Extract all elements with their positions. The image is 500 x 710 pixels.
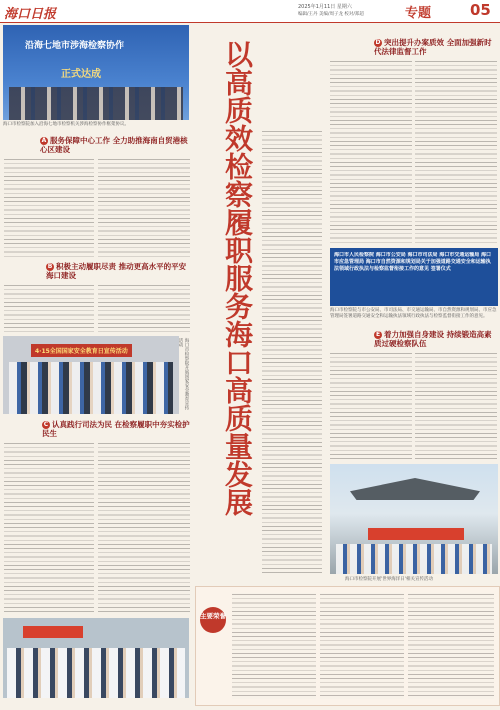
honors-box	[195, 586, 500, 706]
honors-list-col1	[232, 593, 316, 699]
section-a-text-col1	[4, 158, 94, 257]
section-d-text-col2	[415, 60, 497, 245]
section-d-heading	[374, 38, 496, 56]
section-e-text-col1	[330, 352, 412, 460]
people-row-3	[7, 648, 185, 698]
section-b-heading	[46, 262, 190, 280]
photo-group-bottom	[3, 618, 189, 698]
honors-list-col3	[408, 593, 494, 699]
section-e-heading	[374, 330, 496, 348]
people-row-4	[336, 544, 492, 574]
vertical-caption	[178, 338, 189, 414]
meeting-banner-text: 海口市人民检察院 海口市公安局 海口市司法局 海口市交通运输局 海口市应急管理局 海口市自然资源和规划局关于加强道路交通安全和运输执法领域行政执法与检察监督衔接工作的意见 签署仪式	[334, 252, 491, 272]
section-c-badge: C	[43, 421, 49, 428]
section-c-text-col1	[4, 442, 94, 614]
section-d-badge: D	[375, 39, 381, 46]
photo-caption-6: 海口市检察院开展'世界海洋日'相关宣传活动	[345, 577, 433, 582]
section-a-heading	[40, 136, 190, 154]
honors-label: 主要荣誉	[200, 612, 226, 620]
vertical-caption-text: 海口市检察院开展国家安全教育宣传活动	[178, 338, 189, 410]
section-a-badge: A	[41, 137, 47, 144]
section-d-text-col1	[330, 60, 412, 245]
pavilion-roof	[350, 478, 480, 500]
section-b-text-col2	[98, 284, 190, 332]
people-row-2	[9, 362, 173, 414]
photo-caption-3: 海口市检察院与市公安局、市司法局、市交通运输局、市自然资源和规划局、市应急管理局签署道路交通安全和运输执法领域行政执法与检察监督衔接工作的意见。	[330, 308, 497, 319]
honors-badge	[200, 607, 226, 633]
intro-text	[262, 130, 322, 575]
photo-caption-1: 海口市检察院加入沿海七地市检察机关涉海检察协作框架协议。	[3, 122, 129, 127]
photo-ocean-day	[330, 464, 498, 574]
photo-banner-signing	[3, 25, 189, 120]
editor-info: 编辑/王丹 美编/周子龙 校对/郑超	[298, 12, 364, 17]
page-number: 05	[470, 1, 491, 19]
section-e-badge: E	[375, 331, 381, 338]
section-c-text-col2	[98, 442, 190, 614]
topic-label: 专题	[405, 6, 432, 21]
section-c-title: 认真践行司法为民 在检察履职中夯实检护民生	[42, 420, 190, 438]
section-a-text-col2	[98, 158, 190, 257]
section-c-heading	[42, 420, 190, 438]
main-headline	[220, 40, 254, 570]
people-row	[9, 87, 183, 120]
ocean-day-banner	[368, 528, 464, 540]
section-b-text-col1	[4, 284, 94, 332]
main-headline-text: 以高质效检察履职服务海口高质量发展	[221, 40, 254, 516]
section-e-title: 着力加强自身建设 持续锻造高素质过硬检察队伍	[374, 330, 492, 348]
banner-subtitle: 正式达成	[61, 69, 101, 80]
masthead	[0, 0, 500, 23]
section-a-title: 服务保障中心工作 全力助推海南自贸港核心区建设	[40, 136, 188, 154]
photo-meeting	[330, 248, 498, 306]
group-banner	[23, 626, 83, 638]
section-b-badge: B	[47, 263, 53, 270]
newspaper-logo: 海口日报	[4, 7, 57, 22]
section-e-text-col2	[415, 352, 497, 460]
section-d-title: 突出提升办案质效 全面加强新时代法律监督工作	[374, 38, 492, 56]
issue-date: 2025年1月11日 星期六	[298, 4, 352, 10]
honors-list-col2	[320, 593, 404, 699]
photo-security-day	[3, 336, 179, 414]
section-b-title: 积极主动履职尽责 推动更高水平的平安海口建设	[46, 262, 187, 280]
security-day-banner: 4·15全国国家安全教育日宣传活动	[31, 344, 132, 357]
banner-title: 沿海七地市涉海检察协作	[25, 41, 125, 51]
